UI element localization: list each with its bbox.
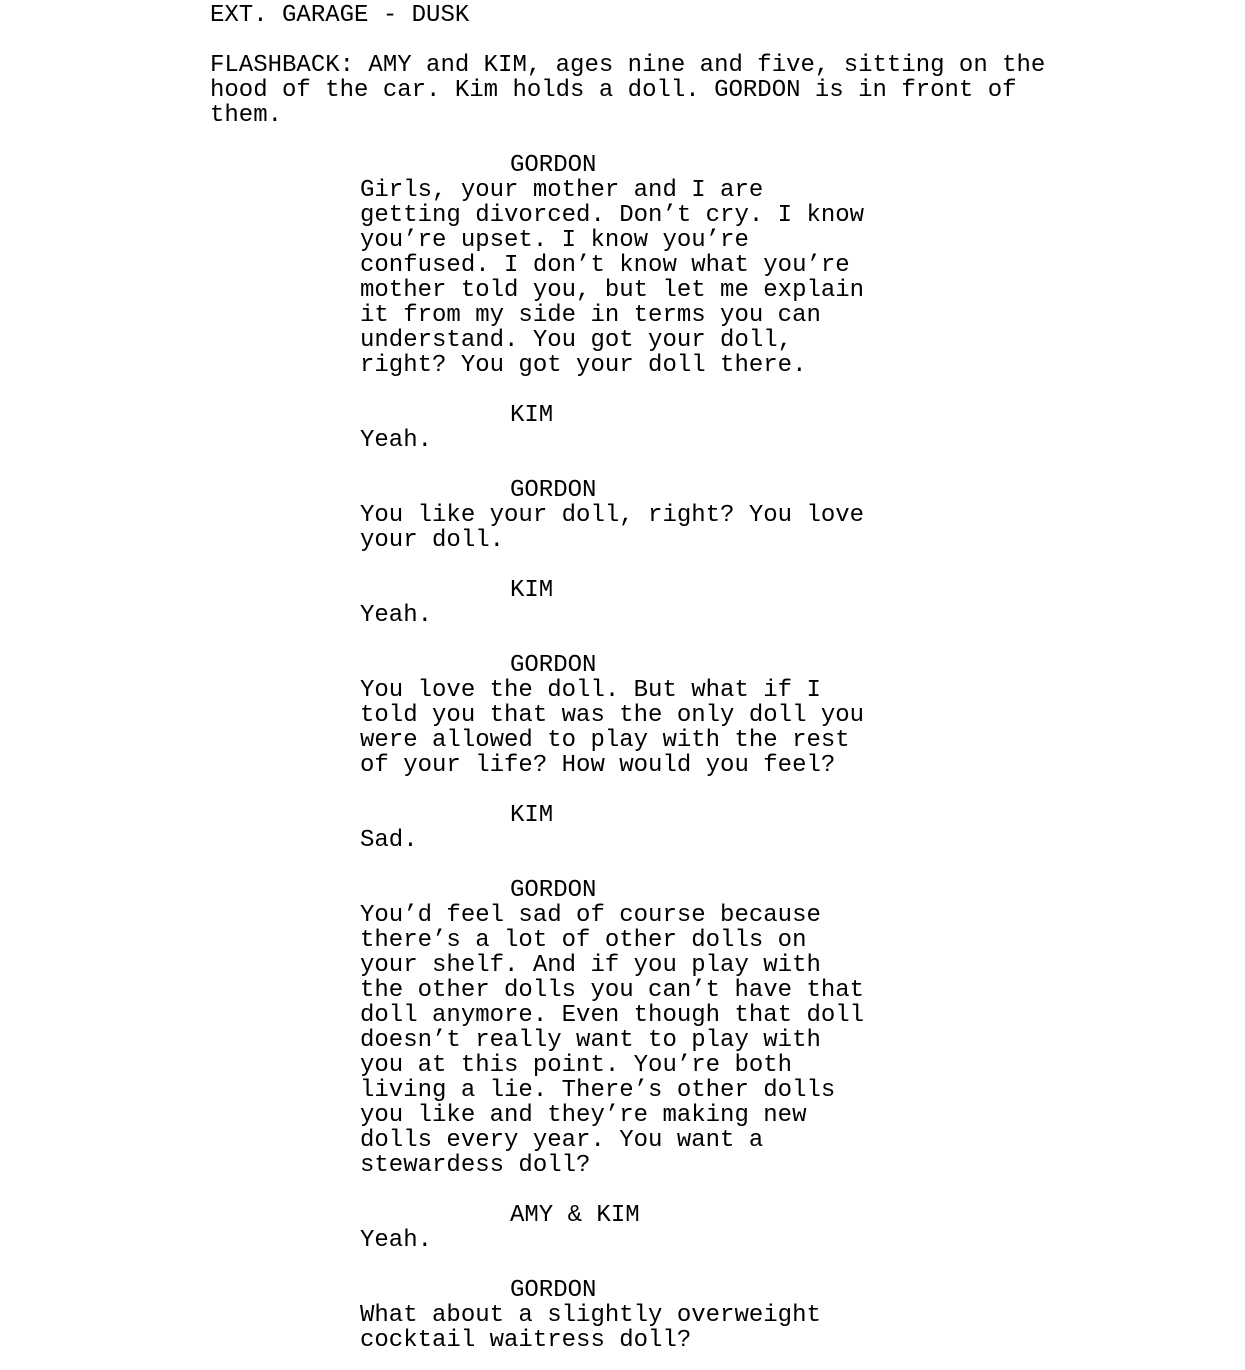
- dialogue-line: Girls, your mother and I are: [360, 177, 764, 204]
- dialogue-line: the other dolls you can’t have that: [360, 977, 865, 1004]
- dialogue-block: [0, 403, 1245, 453]
- character-name: KIM: [510, 577, 554, 604]
- dialogue-block: [0, 1203, 1245, 1253]
- dialogue-line: You like your doll, right? You love: [360, 502, 865, 529]
- dialogue-line: your doll.: [360, 527, 505, 554]
- action-line: FLASHBACK: AMY and KIM, ages nine and five, sitting on the: [210, 52, 1046, 79]
- dialogue-line: dolls every year. You want a: [360, 1127, 764, 1154]
- dialogue-block: [0, 578, 1245, 628]
- action-line: hood of the car. Kim holds a doll. GORDON is in front of: [210, 77, 1017, 104]
- dialogue-block: [0, 653, 1245, 778]
- dialogue-line: of your life? How would you feel?: [360, 752, 836, 779]
- spacer: [0, 28, 1245, 53]
- character-name: AMY & KIM: [510, 1202, 640, 1229]
- dialogue-line: you like and they’re making new: [360, 1102, 807, 1129]
- dialogue-block: [0, 478, 1245, 553]
- scene-heading: EXT. GARAGE - DUSK: [210, 2, 470, 29]
- dialogue-line: it from my side in terms you can: [360, 302, 821, 329]
- dialogue-line: you’re upset. I know you’re: [360, 227, 749, 254]
- dialogue-line: living a lie. There’s other dolls: [360, 1077, 836, 1104]
- dialogue-block: [0, 1278, 1245, 1353]
- character-name: GORDON: [510, 152, 597, 179]
- spacer: [0, 853, 1245, 878]
- character-name: GORDON: [510, 877, 597, 904]
- dialogue-line: What about a slightly overweight: [360, 1302, 821, 1329]
- dialogue-line: You’d feel sad of course because: [360, 902, 821, 929]
- dialogue-line: doll anymore. Even though that doll: [360, 1002, 865, 1029]
- dialogue-line: cocktail waitress doll?: [360, 1327, 692, 1354]
- spacer: [0, 453, 1245, 478]
- dialogue-line: stewardess doll?: [360, 1152, 591, 1179]
- dialogue-block: [0, 153, 1245, 378]
- dialogue-line: were allowed to play with the rest: [360, 727, 850, 754]
- dialogue-line: Sad.: [360, 827, 418, 854]
- spacer: [0, 128, 1245, 153]
- character-name: GORDON: [510, 1277, 597, 1304]
- character-name: KIM: [510, 802, 554, 829]
- spacer: [0, 1178, 1245, 1203]
- dialogue-block: [0, 878, 1245, 1178]
- spacer: [0, 1253, 1245, 1278]
- dialogue-line: there’s a lot of other dolls on: [360, 927, 807, 954]
- dialogue-line: Yeah.: [360, 602, 433, 629]
- dialogue-line: doesn’t really want to play with: [360, 1027, 821, 1054]
- dialogue-line: getting divorced. Don’t cry. I know: [360, 202, 865, 229]
- character-name: GORDON: [510, 652, 597, 679]
- action-line: them.: [210, 102, 283, 129]
- dialogue-line: Yeah.: [360, 427, 433, 454]
- action-block: [0, 53, 1245, 128]
- dialogue-line: your shelf. And if you play with: [360, 952, 821, 979]
- spacer: [0, 553, 1245, 578]
- dialogue-block: [0, 803, 1245, 853]
- dialogue-line: understand. You got your doll,: [360, 327, 793, 354]
- spacer: [0, 778, 1245, 803]
- dialogue-line: mother told you, but let me explain: [360, 277, 865, 304]
- character-name: KIM: [510, 402, 554, 429]
- dialogue-line: told you that was the only doll you: [360, 702, 865, 729]
- character-name: GORDON: [510, 477, 597, 504]
- spacer: [0, 628, 1245, 653]
- screenplay-page: [0, 3, 1245, 1353]
- dialogue-line: confused. I don’t know what you’re: [360, 252, 850, 279]
- dialogue-line: right? You got your doll there.: [360, 352, 807, 379]
- spacer: [0, 378, 1245, 403]
- dialogue-line: Yeah.: [360, 1227, 433, 1254]
- dialogue-line: you at this point. You’re both: [360, 1052, 793, 1079]
- dialogue-line: You love the doll. But what if I: [360, 677, 821, 704]
